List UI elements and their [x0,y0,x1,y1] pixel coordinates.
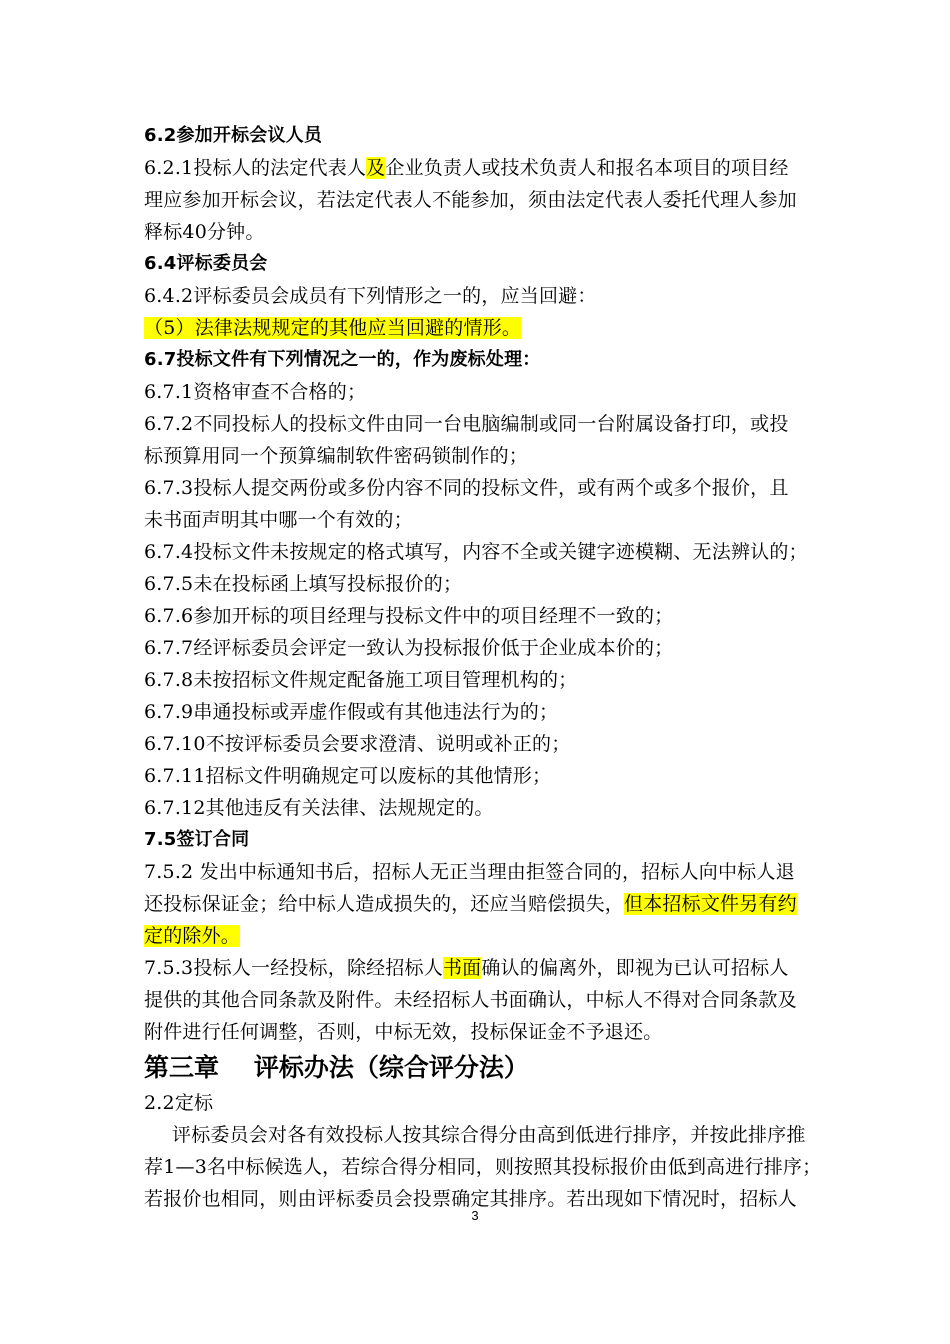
text-line [144,184,812,216]
text-line [144,728,812,760]
line-text-tail: 确认的偏离外，即视为已认可招标人 [481,957,789,979]
text-line [144,1151,822,1183]
line-text: 附件进行任何调整，否则，中标无效，投标保证金不予退还。 [144,1021,663,1043]
text-line [144,600,812,632]
line-text: 7.5.3投标人一经投标，除经招标人 [144,957,443,979]
line-text: 7.5签订合同 [144,829,250,850]
text-line [144,952,812,984]
text-line [144,760,812,792]
text-line [144,376,812,408]
line-text: 释标40分钟。 [144,221,265,243]
text-line [144,216,812,248]
line-text: 6.7.11招标文件明确规定可以废标的其他情形； [144,765,552,787]
text-line [144,472,812,504]
line-text: 7.5.2 发出中标通知书后，招标人无正当理由拒签合同的，招标人向中标人退 [144,861,795,883]
section-heading [144,248,812,280]
section-heading [144,120,812,152]
line-text: 6.7.2不同投标人的投标文件由同一台电脑编制或同一台附属设备打印，或投 [144,413,789,435]
line-text: 6.7.4投标文件未按规定的格式填写，内容不全或关键字迹模糊、无法辨认的； [144,541,808,563]
highlighted-text: 但本招标文件另有约 [624,893,797,915]
line-text: 6.7.8未按招标文件规定配备施工项目管理机构的； [144,669,578,691]
text-line [144,312,812,344]
line-text: 还投标保证金；给中标人造成损失的，还应当赔偿损失， [144,893,625,915]
line-text: 6.7.3投标人提交两份或多份内容不同的投标文件，或有两个或多个报价，且 [144,477,789,499]
line-text: 6.4评标委员会 [144,253,268,274]
text-line [144,984,812,1016]
line-text: 6.7.6参加开标的项目经理与投标文件中的项目经理不一致的； [144,605,674,627]
line-text: 定的除外。 [144,925,241,947]
line-text: 6.2参加开标会议人员 [144,125,323,146]
text-line [144,664,812,696]
line-text: 6.7.12其他违反有关法律、法规规定的。 [144,797,494,819]
text-line [144,792,812,824]
line-text: 未书面声明其中哪一个有效的； [144,509,413,531]
text-line [144,1016,812,1048]
line-text: 荐1—3名中标候选人，若综合得分相同，则按照其投标报价由低到高进行排序； [144,1156,822,1178]
text-line [144,1119,812,1151]
text-line [144,440,812,472]
line-text: 若报价也相同，则由评标委员会投票确定其排序。若出现如下情况时，招标人 [144,1188,797,1210]
chapter-heading [144,1049,812,1087]
text-line [144,888,812,920]
line-text: 6.4.2评标委员会成员有下列情形之一的，应当回避： [144,285,597,307]
section-heading [144,344,812,376]
line-text: 6.2.1投标人的法定代表人 [144,157,367,179]
page-number: 3 [471,1208,479,1223]
line-text: 提供的其他合同条款及附件。未经招标人书面确认，中标人不得对合同条款及 [144,989,797,1011]
text-line [144,920,812,952]
document-body [144,120,822,1215]
text-line [144,408,812,440]
text-line [144,632,812,664]
text-line [144,1087,812,1119]
highlighted-text: 及 [366,157,386,179]
line-text: 6.7.7经评标委员会评定一致认为投标报价低于企业成本价的； [144,637,674,659]
line-text: 理应参加开标会议，若法定代表人不能参加，须由法定代表人委托代理人参加 [144,189,797,211]
line-text: 第三章 评标办法（综合评分法） [144,1053,529,1082]
line-text: 标预算用同一个预算编制软件密码锁制作的； [144,445,529,467]
line-text-tail: 企业负责人或技术负责人和报名本项目的项目经 [385,157,789,179]
text-line [144,504,812,536]
line-text: 2.2定标 [144,1092,214,1114]
line-text: （5）法律法规规定的其他应当回避的情形。 [144,317,522,339]
section-heading [144,824,812,856]
line-text: 6.7.1资格审查不合格的； [144,381,367,403]
highlighted-text: 书面 [442,957,482,979]
text-line [144,280,812,312]
text-line [144,536,812,568]
text-line [144,856,812,888]
line-text: 评标委员会对各有效投标人按其综合得分由高到低进行排序，并按此排序推 [172,1124,806,1146]
text-line [144,696,812,728]
line-text: 6.7.10不按评标委员会要求澄清、说明或补正的； [144,733,571,755]
line-text: 6.7.5未在投标函上填写投标报价的； [144,573,463,595]
text-line [144,568,812,600]
line-text: 6.7.9串通投标或弄虚作假或有其他违法行为的； [144,701,559,723]
text-line [144,152,812,184]
line-text: 6.7投标文件有下列情况之一的，作为废标处理： [144,349,541,370]
